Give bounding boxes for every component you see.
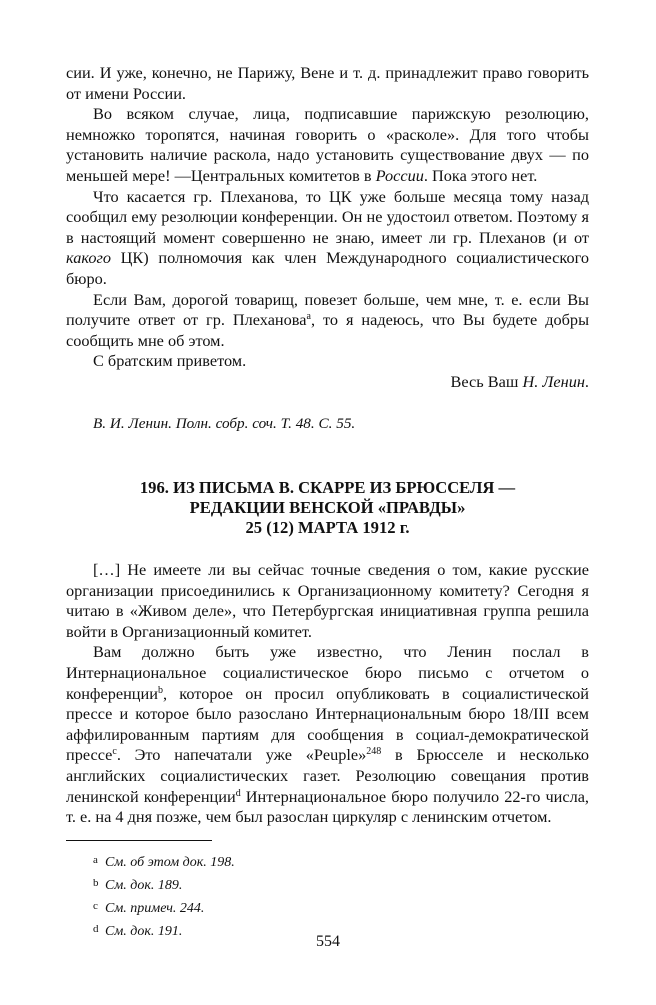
heading-line: 196. ИЗ ПИСЬМА В. СКАРРЕ ИЗ БРЮССЕЛЯ — [139, 478, 516, 498]
footnote-marker: d [235, 787, 241, 799]
paragraph: Что касается гр. Плеханова, то ЦК уже больше месяца тому назад сообщил ему резолюции конференции. Он не удостоил ответом. Поэтому я в настоящий момент совершенно не знаю, имеет ли гр. Плеханов (и от какого ЦК) полномочия как член Международного социалистического бюро. [66, 186, 589, 288]
footnotes [66, 850, 589, 942]
signature: Весь Ваш Н. Ленин. [450, 371, 589, 391]
paragraph: Вам должно быть уже известно, что Ленин послал в Интернациональное социалистическое бюро письмо с отчетом о конференции$^b$, которое он просил опубликовать в социалистической прессе и которое было разослано Интернациональным бюро 18/III всем аффилированным партиям для сообщения в социал-демократической прессе$^c$. Это напечатали уже «Peuple»$^{248}$ в Брюсселе и несколько английских социалистических газет. Резолюцию совещания против ленинской конференции$^d$ Интернациональное бюро получило 22-го числа, т. е. на 4 дня позже, чем был разослан циркуляр с ленинским отчетом. [66, 642, 590, 827]
paragraph: Во всяком случае, лица, подписавшие парижскую резолюцию, немножко торопятся, начиная говорить о «расколе». Для того чтобы установить наличие раскола, надо установить существование двух — по меньшей мере! —Центральных комитетов в России. Пока этого нет. [66, 104, 589, 185]
footnote: d См. док. 191. [93, 922, 183, 939]
paragraph: […] Не имеете ли вы сейчас точные сведения о том, какие русские организации присоединились к Организационному комитету? Сегодня я читаю в «Живом деле», что Петербургская инициативная группа решила войти в Организационный комитет. [66, 560, 589, 641]
paragraph: Если Вам, дорогой товарищ, повезет больше, чем мне, т. е. если Вы получите ответ от гр. Плеханова$^a$, то я надеюсь, что Вы будете добры сообщить мне об этом. [66, 289, 590, 350]
letter-body [66, 560, 589, 828]
footnote: b См. док. 189. [93, 876, 183, 893]
page-number: 554 [316, 933, 340, 950]
footnote-marker: b [157, 684, 163, 696]
section-heading [66, 478, 589, 538]
heading-date: 25 (12) МАРТА 1912 г. [245, 518, 410, 538]
closing-greeting: С братским приветом. [93, 351, 247, 371]
footnote: c См. примеч. 244. [93, 899, 205, 916]
footnote-divider [66, 840, 212, 841]
footnote-marker: c [112, 746, 117, 758]
paragraph: сии. И уже, конечно, не Парижу, Вене и т. д. принадлежит право говорить от имени России. [66, 63, 589, 103]
footnote-marker: a [306, 311, 311, 323]
footnote: a См. об этом док. 198. [93, 853, 235, 870]
page-content [66, 63, 589, 942]
heading-line: РЕДАКЦИИ ВЕНСКОЙ «ПРАВДЫ» [189, 498, 466, 518]
endnote-marker: 248 [366, 746, 382, 758]
source-citation: В. И. Ленин. Полн. собр. соч. Т. 48. С. 55. [93, 414, 356, 432]
